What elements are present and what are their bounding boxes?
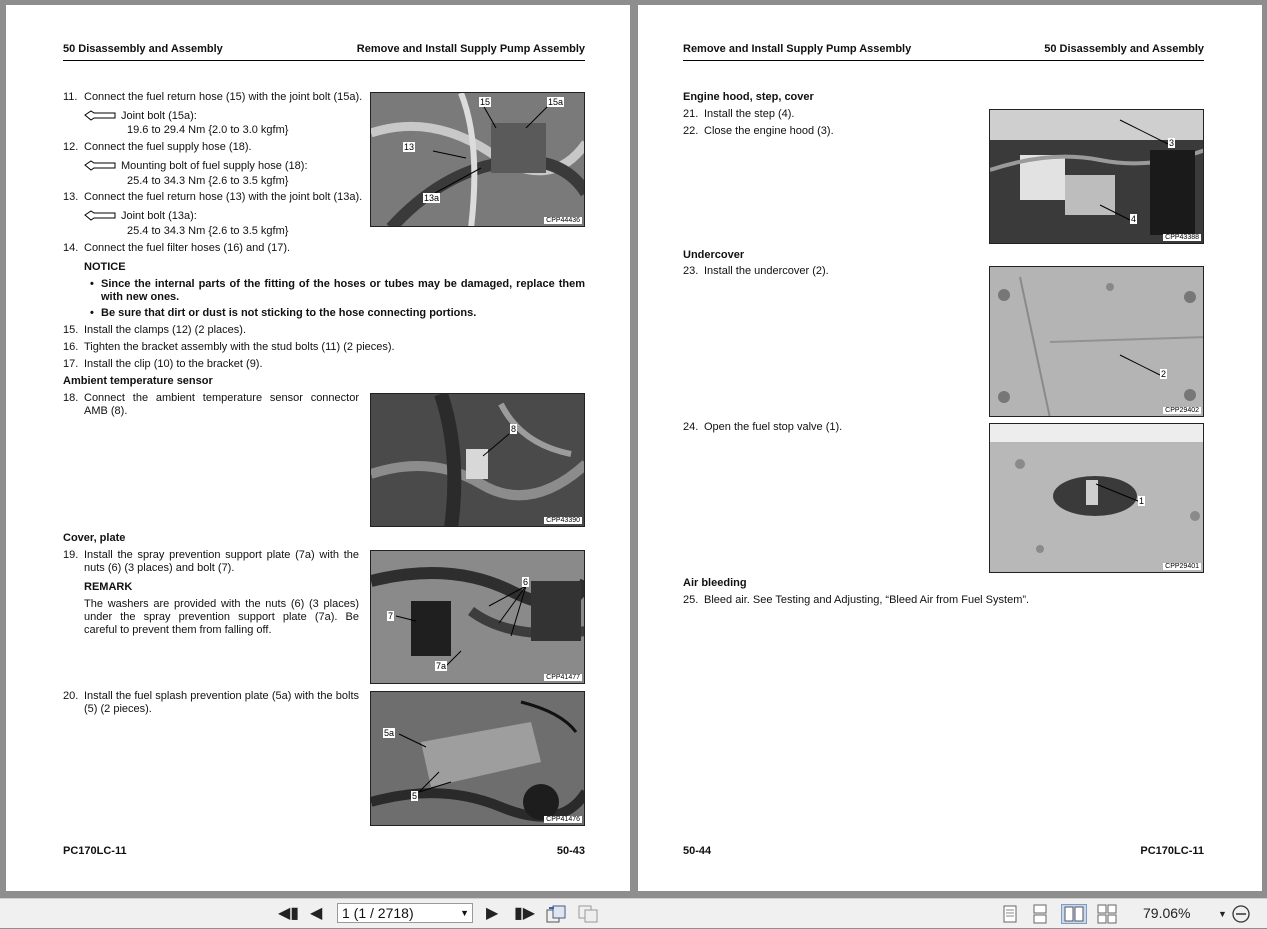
single-page-view-icon[interactable] xyxy=(1001,904,1019,924)
figure-code: CPP29401 xyxy=(1165,563,1199,570)
page-header-right: 50 Disassembly and Assembly xyxy=(1044,43,1204,55)
section-heading: Air bleeding xyxy=(683,577,747,589)
page-header-right: Remove and Install Supply Pump Assembly xyxy=(356,43,585,55)
page-number-select[interactable] xyxy=(337,903,473,923)
photo-illustration xyxy=(371,394,585,527)
callout: 15 xyxy=(480,97,491,107)
page-footer-right: PC170LC-11 xyxy=(1140,845,1204,857)
last-page-icon[interactable]: ▮▶ xyxy=(514,905,536,922)
figure-code: CPP43388 xyxy=(1165,234,1199,241)
callout: 2 xyxy=(1161,369,1167,379)
callout: 1 xyxy=(1139,496,1145,506)
section-heading: Engine hood, step, cover xyxy=(683,91,814,103)
callout: 13a xyxy=(424,193,440,203)
photo-fuel-hoses xyxy=(370,92,585,227)
torque-wrench-icon xyxy=(84,160,116,171)
viewer-toolbar xyxy=(0,898,1267,928)
figure-code: CPP43390 xyxy=(546,517,580,524)
page-footer-left: PC170LC-11 xyxy=(63,845,127,857)
spec-label: Joint bolt (13a): xyxy=(121,210,197,222)
callout: 5a xyxy=(384,728,395,738)
photo-undercover xyxy=(989,266,1204,417)
photo-illustration xyxy=(371,93,585,227)
spec-label: Joint bolt (15a): xyxy=(121,110,197,122)
continuous-view-icon[interactable] xyxy=(1031,904,1049,924)
spec-value: 19.6 to 29.4 Nm {2.0 to 3.0 kgfm} xyxy=(127,124,289,136)
photo-engine-hood xyxy=(989,109,1204,244)
page-number-value: 1 (1 / 2718) xyxy=(342,905,414,921)
section-heading: Undercover xyxy=(683,249,745,261)
page-footer-left: 50-44 xyxy=(683,845,712,857)
remark-text: The washers are provided with the nuts (6) (3 places) under the spray prevention support plate (7a). Be careful to prevent them from falling off. xyxy=(84,598,359,636)
callout: 15a xyxy=(548,97,564,107)
right-page: Remove and Install Supply Pump Assembly 50 Disassembly and Assembly Engine hood, step, cover 21. Install the step (4). 22. Close the engine hood (3). Undercover 23. Install the undercover (2). 24. Open the fuel stop valve (1). Air bleeding 25. Bleed air. See Testing and Adjusting, “Bleed Air from Fuel System”. 3 4 CPP43388 2 CPP29402 1 CPP29401 50-44 PC170LC-11 xyxy=(638,5,1262,891)
callout: 8 xyxy=(511,424,517,434)
left-page: 50 Disassembly and Assembly Remove and Install Supply Pump Assembly 11. Connect the fuel return hose (15) with the joint bolt (15a). Joint bolt (15a): 19.6 to 29.4 Nm {2.0 to 3.0 kgfm} 12. Connect the fuel supply hose (18). Mounting bolt of fuel supply hose (18): 25.4 to 34.3 Nm {2.6 to 3.5 kgfm} 13. Connect the fuel return hose (13) with the joint bolt (13a). Joint bolt (13a): 25.4 to 34.3 Nm {2.6 to 3.5 kgfm} 14. Connect the fuel filter hoses (16) and (17). NOTICE • Since the internal parts of the fitting of the hoses or tubes may be damaged, replace them with new ones. • Be sure that dirt or dust is not sticking to the hose connecting portions. 15. Install the clamps (12) (2 places). 16. Tighten the bracket assembly with the stud bolts (11) (2 pieces). 17. Install the clip (10) to the bracket (9). Ambient temperature sensor 18. Connect the ambient temperature sensor connector AMB (8). Cover, plate 19. Install the spray prevention support plate (7a) with the nuts (6) (3 places) and bolt (7). REMARK The washers are provided with the nuts (6) (3 places) under the spray prevention support plate (7a). Be careful to prevent them from falling off. 20. Install the fuel splash prevention plate (5a) with the bolts (5) (2 pieces). 15 15a 13 13a CPP44436 8 CPP43390 6 7 7a CPP41477 5a 5 CPP41476 PC170LC-11 50-43 xyxy=(6,5,630,891)
callout: 7 xyxy=(388,611,394,621)
next-page-icon[interactable]: ▶ xyxy=(486,905,499,922)
spec-value: 25.4 to 34.3 Nm {2.6 to 3.5 kgfm} xyxy=(127,175,289,187)
torque-wrench-icon xyxy=(84,210,116,221)
page-footer-right: 50-43 xyxy=(556,845,585,857)
photo-fuel-stop-valve xyxy=(989,423,1204,573)
page-header-left: 50 Disassembly and Assembly xyxy=(63,43,223,55)
notice-label: NOTICE xyxy=(84,261,126,273)
callout: 5 xyxy=(412,791,418,801)
go-forward-view-icon[interactable] xyxy=(577,904,599,924)
torque-wrench-icon xyxy=(84,110,116,121)
callout: 4 xyxy=(1131,214,1137,224)
section-heading: Ambient temperature sensor xyxy=(63,375,213,387)
header-rule xyxy=(683,60,1204,61)
photo-illustration xyxy=(990,267,1204,417)
go-back-view-icon[interactable] xyxy=(545,904,567,924)
section-heading: Cover, plate xyxy=(63,532,126,544)
header-rule xyxy=(63,60,585,61)
zoom-level[interactable]: 79.06% xyxy=(1143,905,1191,921)
callout: 13 xyxy=(404,142,415,152)
photo-splash-plate xyxy=(370,691,585,826)
notice-item: Since the internal parts of the fitting of the hoses or tubes may be damaged, replace them with new ones. xyxy=(101,278,585,303)
chevron-down-icon: ▼ xyxy=(460,908,469,918)
two-page-view-icon[interactable] xyxy=(1061,904,1087,924)
photo-ambient-sensor xyxy=(370,393,585,527)
figure-code: CPP41476 xyxy=(546,816,580,823)
spec-value: 25.4 to 34.3 Nm {2.6 to 3.5 kgfm} xyxy=(127,225,289,237)
photo-illustration xyxy=(371,551,585,684)
previous-page-icon[interactable]: ◀ xyxy=(310,905,323,922)
photo-illustration xyxy=(990,110,1204,244)
figure-code: CPP44436 xyxy=(546,217,580,224)
spec-label: Mounting bolt of fuel supply hose (18): xyxy=(121,160,308,172)
bullet-icon: • xyxy=(90,278,94,290)
callout: 7a xyxy=(436,661,447,671)
first-page-icon[interactable]: ◀▮ xyxy=(278,905,300,922)
photo-illustration xyxy=(371,692,585,826)
figure-code: CPP41477 xyxy=(546,674,580,681)
bullet-icon: • xyxy=(90,307,94,319)
zoom-out-icon[interactable] xyxy=(1231,904,1253,924)
photo-illustration xyxy=(990,424,1204,573)
remark-label: REMARK xyxy=(84,581,133,593)
notice-item: Be sure that dirt or dust is not sticking to the hose connecting portions. xyxy=(101,307,477,319)
two-page-continuous-icon[interactable] xyxy=(1096,904,1118,924)
page-header-left: Remove and Install Supply Pump Assembly xyxy=(683,43,912,55)
photo-spray-plate xyxy=(370,550,585,684)
zoom-dropdown-chevron-icon[interactable]: ▼ xyxy=(1218,909,1227,919)
callout: 3 xyxy=(1169,138,1175,148)
figure-code: CPP29402 xyxy=(1165,407,1199,414)
callout: 6 xyxy=(523,577,529,587)
